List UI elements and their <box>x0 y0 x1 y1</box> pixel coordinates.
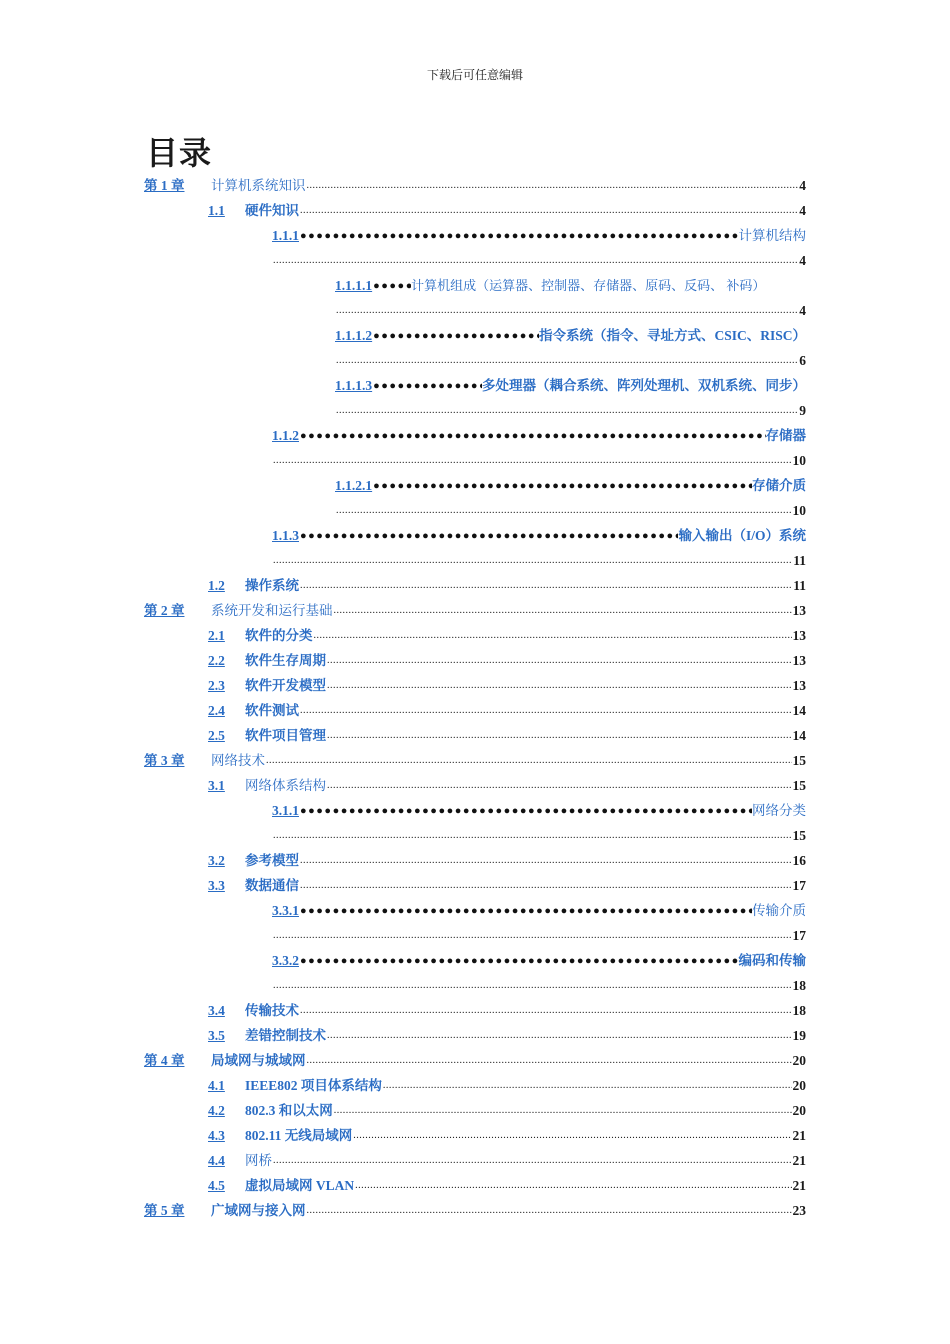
toc-entry-page: 17 <box>792 928 806 943</box>
bullet-leader <box>373 474 752 498</box>
dot-leader <box>273 1149 792 1173</box>
bullet-leader <box>300 899 752 923</box>
toc-entry-title[interactable]: 参考模型 <box>245 853 299 868</box>
dot-leader <box>300 699 792 723</box>
toc-entry-page: 21 <box>792 1178 806 1193</box>
toc-entry-title[interactable]: 软件项目管理 <box>245 728 326 743</box>
dot-leader <box>327 649 792 673</box>
toc-entry-3-1-1[interactable] <box>272 799 806 823</box>
toc-entry-title[interactable]: 传输介质 <box>752 903 806 918</box>
toc-entry-1-1[interactable] <box>208 199 806 223</box>
toc-entry-number[interactable]: 4.2 <box>208 1103 225 1118</box>
toc-entry-title[interactable]: 网桥 <box>245 1153 272 1168</box>
toc-entry-number[interactable]: 3.2 <box>208 853 225 868</box>
toc-entry-title[interactable]: 计算机系统知识 <box>211 178 306 193</box>
toc-entry-number[interactable]: 1.2 <box>208 578 225 593</box>
toc-entry-number[interactable]: 第 2 章 <box>144 603 185 618</box>
toc-entry-number[interactable]: 2.4 <box>208 703 225 718</box>
toc-entry-2-2[interactable] <box>208 649 806 673</box>
toc-entry-1-1-2[interactable] <box>272 424 806 448</box>
toc-entry-number[interactable]: 4.1 <box>208 1078 225 1093</box>
dot-leader <box>273 924 792 948</box>
toc-entry-title[interactable]: IEEE802 项目体系结构 <box>245 1078 382 1093</box>
toc-entry-number[interactable]: 1.1.3 <box>272 528 299 543</box>
dot-leader <box>336 399 798 423</box>
toc-entry-1-1-1-2[interactable] <box>335 324 806 348</box>
toc-entry-1-1-1-3-page-line <box>335 399 806 423</box>
dot-leader <box>273 249 798 273</box>
toc-entry-title[interactable]: 软件测试 <box>245 703 299 718</box>
toc-entry-3-3-2[interactable] <box>272 949 806 973</box>
toc-entry-chapter-5[interactable] <box>144 1199 806 1223</box>
toc-entry-title[interactable]: 网络体系结构 <box>245 778 326 793</box>
toc-entry-chapter-3[interactable] <box>144 749 806 773</box>
toc-entry-page: 18 <box>792 1003 806 1018</box>
dot-leader <box>327 724 792 748</box>
toc-entry-page: 15 <box>792 753 806 768</box>
toc-entry-page: 4 <box>799 253 806 268</box>
toc-entry-page: 9 <box>799 403 806 418</box>
toc-entry-2-1[interactable] <box>208 624 806 648</box>
dot-leader <box>353 1124 791 1148</box>
toc-entry-chapter-2[interactable] <box>144 599 806 623</box>
toc-entry-title[interactable]: 系统开发和运行基础 <box>211 603 333 618</box>
dot-leader <box>336 349 798 373</box>
toc-entry-4-4[interactable] <box>208 1149 806 1173</box>
toc-entry-page: 17 <box>792 878 806 893</box>
dot-leader <box>327 1024 792 1048</box>
toc-entry-3-3[interactable] <box>208 874 806 898</box>
toc-entry-1-1-2-page-line <box>272 449 806 473</box>
dot-leader <box>355 1174 791 1198</box>
toc-entry-number[interactable]: 第 3 章 <box>144 753 185 768</box>
dot-leader <box>327 774 792 798</box>
toc-entry-number[interactable]: 1.1.1 <box>272 228 299 243</box>
dot-leader <box>336 499 792 523</box>
toc-entry-page: 10 <box>792 503 806 518</box>
toc-entry-page: 14 <box>792 703 806 718</box>
toc-entry-title[interactable]: 软件的分类 <box>245 628 313 643</box>
dot-leader <box>314 624 792 648</box>
toc-entry-page: 13 <box>792 653 806 668</box>
toc-entry-2-3[interactable] <box>208 674 806 698</box>
dot-leader <box>300 999 792 1023</box>
bullet-leader <box>373 274 411 298</box>
toc-entry-1-1-1-1-page-line <box>335 299 806 323</box>
toc-entry-title[interactable]: 数据通信 <box>245 878 299 893</box>
page-header: 下载后可任意编辑 <box>426 68 523 82</box>
toc-entry-page: 11 <box>793 578 806 593</box>
toc-title: 目录 <box>146 134 213 172</box>
toc-entry-number[interactable]: 4.3 <box>208 1128 225 1143</box>
dot-leader <box>336 299 798 323</box>
toc-entry-title[interactable]: 虚拟局域网 VLAN <box>245 1178 355 1193</box>
toc-entry-3-5[interactable] <box>208 1024 806 1048</box>
toc-entry-page: 4 <box>799 203 806 218</box>
toc-entry-page: 20 <box>792 1078 806 1093</box>
toc-entry-page: 11 <box>793 553 806 568</box>
toc-entry-page: 14 <box>792 728 806 743</box>
toc-entry-number[interactable]: 4.4 <box>208 1153 225 1168</box>
toc-entry-page: 10 <box>792 453 806 468</box>
toc-entry-page: 16 <box>792 853 806 868</box>
dot-leader <box>334 599 792 623</box>
toc-entry-1-1-2-1[interactable] <box>335 474 806 498</box>
toc-entry-title[interactable]: 软件生存周期 <box>245 653 326 668</box>
toc-entry-title[interactable]: 网络技术 <box>211 753 265 768</box>
toc-entry-title[interactable]: 传输技术 <box>245 1003 299 1018</box>
toc-entry-1-2[interactable] <box>208 574 806 598</box>
toc-entry-title[interactable]: 多处理器（耦合系统、阵列处理机、双机系统、同步） <box>482 378 806 393</box>
toc-entry-title[interactable]: 指令系统（指令、寻址方式、CSIC、RISC） <box>538 328 806 343</box>
dot-leader <box>273 824 792 848</box>
dot-leader <box>300 574 792 598</box>
toc-entry-page: 18 <box>792 978 806 993</box>
toc-entry-1-1-1-page-line <box>272 249 806 273</box>
toc-entry-3-3-2-page-line <box>272 974 806 998</box>
dot-leader <box>327 674 792 698</box>
toc-entry-1-1-3[interactable] <box>272 524 806 548</box>
toc-entry-4-1[interactable] <box>208 1074 806 1098</box>
toc-entry-title[interactable]: 差错控制技术 <box>245 1028 326 1043</box>
toc-entry-3-3-1[interactable] <box>272 899 806 923</box>
toc-entry-page: 20 <box>792 1103 806 1118</box>
toc-entry-1-1-1-1[interactable] <box>335 274 806 298</box>
toc-entry-number[interactable]: 2.2 <box>208 653 225 668</box>
dot-leader <box>300 874 792 898</box>
toc-entry-1-1-1-3[interactable] <box>335 374 806 398</box>
toc-entry-page: 13 <box>792 678 806 693</box>
dot-leader <box>273 974 792 998</box>
toc-entry-title[interactable]: 存储介质 <box>752 478 806 493</box>
toc-entry-page: 4 <box>799 178 806 193</box>
toc-entry-3-1-1-page-line <box>272 824 806 848</box>
bullet-leader <box>300 949 739 973</box>
toc-entry-1-1-2-1-page-line <box>335 499 806 523</box>
toc-entry-number[interactable]: 1.1.2.1 <box>335 478 373 493</box>
dot-leader <box>273 549 792 573</box>
toc-entry-1-1-1-2-page-line <box>335 349 806 373</box>
toc-entry-number[interactable]: 1.1.1.3 <box>335 378 373 393</box>
toc-entry-title[interactable]: 802.11 无线局域网 <box>245 1128 353 1143</box>
toc-entry-3-4[interactable] <box>208 999 806 1023</box>
toc-entry-title[interactable]: 局域网与城域网 <box>211 1053 306 1068</box>
toc-entry-number[interactable]: 1.1.2 <box>272 428 299 443</box>
toc-entry-number[interactable]: 3.3.2 <box>272 953 299 968</box>
toc-entry-page: 15 <box>792 778 806 793</box>
toc-entry-number[interactable]: 第 4 章 <box>144 1053 185 1068</box>
toc-entry-title[interactable]: 输入输出（I/O）系统 <box>678 528 806 543</box>
toc-entry-number[interactable]: 3.3 <box>208 878 225 893</box>
toc-entry-number[interactable]: 1.1.1.2 <box>335 328 373 343</box>
toc-entry-page: 13 <box>792 603 806 618</box>
dot-leader <box>300 849 792 873</box>
toc-entry-page: 21 <box>792 1128 806 1143</box>
toc-entry-number[interactable]: 4.5 <box>208 1178 225 1193</box>
toc-entry-page: 19 <box>792 1028 806 1043</box>
toc-entry-number[interactable]: 2.3 <box>208 678 225 693</box>
toc-entry-chapter-4[interactable] <box>144 1049 806 1073</box>
bullet-leader <box>373 324 539 348</box>
toc-entry-title[interactable]: 802.3 和以太网 <box>245 1103 333 1118</box>
toc-entry-number[interactable]: 3.1 <box>208 778 225 793</box>
toc-entry-4-5[interactable] <box>208 1174 806 1198</box>
toc-entry-title[interactable]: 操作系统 <box>245 578 299 593</box>
toc-entry-title[interactable]: 广域网与接入网 <box>211 1203 306 1218</box>
bullet-leader <box>373 374 482 398</box>
toc-entry-1-1-1[interactable] <box>272 224 806 248</box>
toc-entry-3-3-1-page-line <box>272 924 806 948</box>
dot-leader <box>307 174 799 198</box>
bullet-leader <box>300 224 739 248</box>
dot-leader <box>307 1049 792 1073</box>
toc-entry-page: 23 <box>792 1203 806 1218</box>
toc-entry-page: 4 <box>799 303 806 318</box>
dot-leader <box>334 1099 792 1123</box>
toc-entry-number[interactable]: 第 5 章 <box>144 1203 185 1218</box>
toc-entry-number[interactable]: 2.5 <box>208 728 225 743</box>
toc-entry-number[interactable]: 3.1.1 <box>272 803 299 818</box>
bullet-leader <box>300 799 752 823</box>
dot-leader <box>300 199 798 223</box>
toc-entry-title[interactable]: 软件开发模型 <box>245 678 326 693</box>
bullet-leader <box>300 524 678 548</box>
toc-entry-number[interactable]: 2.1 <box>208 628 225 643</box>
toc-entry-title[interactable]: 网络分类 <box>752 803 806 818</box>
toc-entry-number[interactable]: 第 1 章 <box>144 178 185 193</box>
dot-leader <box>383 1074 792 1098</box>
bullet-leader <box>300 424 766 448</box>
toc-entry-title[interactable]: 计算机组成（运算器、控制器、存储器、原码、反码、 补码） <box>411 278 766 293</box>
toc-entry-number[interactable]: 3.4 <box>208 1003 225 1018</box>
toc-entry-4-2[interactable] <box>208 1099 806 1123</box>
dot-leader <box>307 1199 792 1223</box>
toc-entry-2-5[interactable] <box>208 724 806 748</box>
toc-entry-2-4[interactable] <box>208 699 806 723</box>
toc-entry-number[interactable]: 3.3.1 <box>272 903 299 918</box>
toc-entry-title[interactable]: 编码和传输 <box>738 953 806 968</box>
dot-leader <box>273 449 792 473</box>
toc-entry-1-1-3-page-line <box>272 549 806 573</box>
toc-entry-page: 6 <box>799 353 806 368</box>
toc-entry-3-1[interactable] <box>208 774 806 798</box>
toc-entry-page: 21 <box>792 1153 806 1168</box>
toc-entry-number[interactable]: 1.1 <box>208 203 225 218</box>
toc-entry-page: 20 <box>792 1053 806 1068</box>
toc-entry-title[interactable]: 计算机结构 <box>738 228 806 243</box>
toc-entry-3-2[interactable] <box>208 849 806 873</box>
toc-entry-number[interactable]: 3.5 <box>208 1028 225 1043</box>
toc-entry-title[interactable]: 存储器 <box>765 428 806 443</box>
toc-entry-number[interactable]: 1.1.1.1 <box>335 278 373 293</box>
toc-entry-title[interactable]: 硬件知识 <box>245 203 299 218</box>
toc-entry-page: 15 <box>792 828 806 843</box>
toc-entry-chapter-1[interactable] <box>144 174 806 198</box>
dot-leader <box>266 749 792 773</box>
toc-entry-page: 13 <box>792 628 806 643</box>
toc-entry-4-3[interactable] <box>208 1124 806 1148</box>
